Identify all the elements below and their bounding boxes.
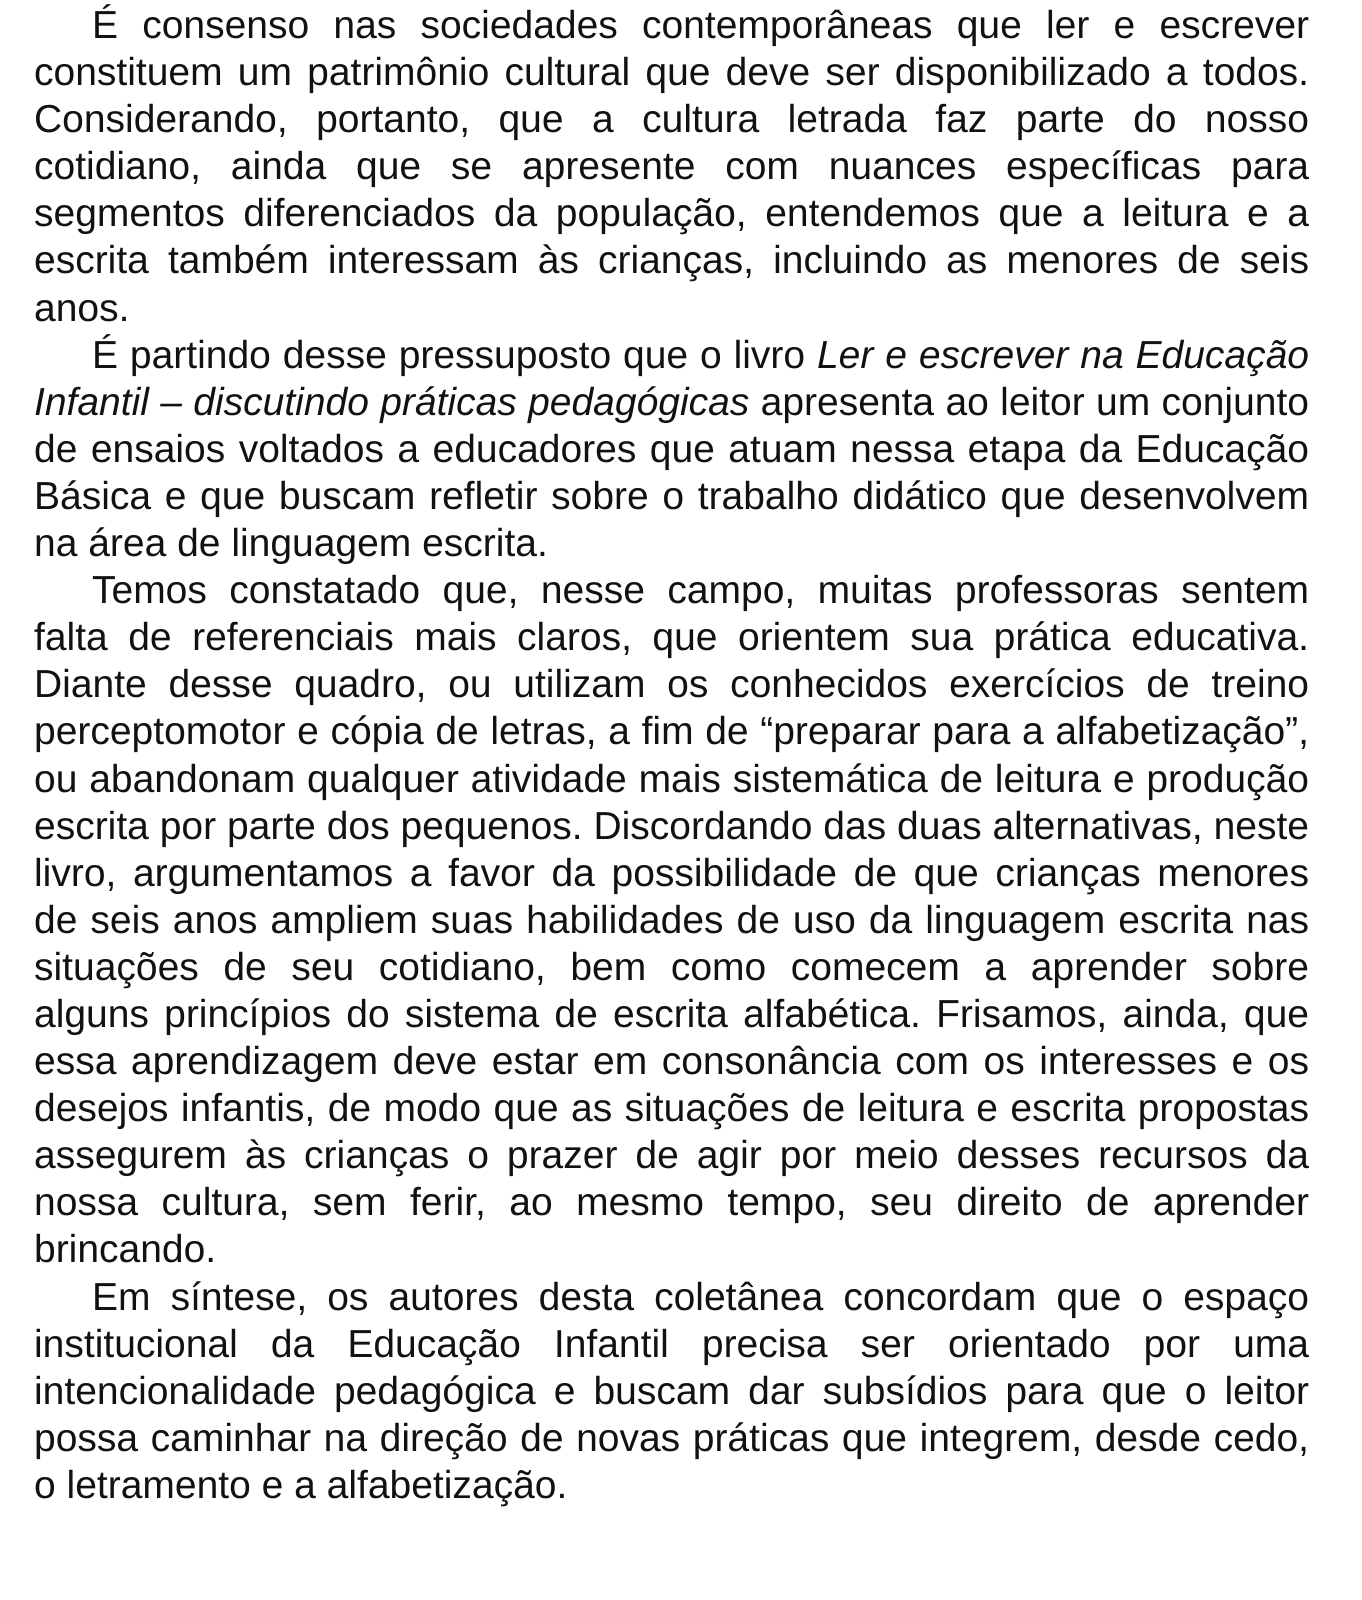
paragraph-2: [34, 332, 1309, 567]
paragraph-2-lead: É partindo desse pressuposto que o livro: [92, 333, 817, 377]
book-title: Ler e escrever na Educação Infantil – discutindo práticas pedagógicas: [34, 333, 1309, 424]
paragraph-1: É consenso nas sociedades contemporâneas que ler e escrever constituem um patrimônio cultural que deve ser disponibilizado a todos. Considerando, portanto, que a cultura letrada faz parte do nosso cotidiano, ainda que se apresente com nuances específicas para segmentos diferenciados da população, entendemos que a leitura e a escrita também interessam às crianças, incluindo as menores de seis anos.: [34, 4, 1309, 330]
document-body: [34, 2, 1309, 1509]
paragraph-3: Temos constatado que, nesse campo, muitas professoras sentem falta de referenciais mais claros, que orientem sua prática educativa. Diante desse quadro, ou utilizam os conhecidos exercícios de treino perceptomotor e cópia de letras, a fim de “preparar para a alfabetização”, ou abandonam qualquer atividade mais sistemática de leitura e produção escrita por parte dos pequenos. Discordando das duas alternativas, neste livro, argumentamos a favor da possibilidade de que crianças menores de seis anos ampliem suas habilidades de uso da linguagem escrita nas situações de seu cotidiano, bem como comecem a aprender sobre alguns princípios do sistema de escrita alfabética. Frisamos, ainda, que essa aprendizagem deve estar em consonância com os interesses e os desejos infantis, de modo que as situações de leitura e escrita propostas assegurem às crianças o prazer de agir por meio desses recursos da nossa cultura, sem ferir, ao mesmo tempo, seu direito de aprender brincando.: [34, 569, 1309, 1272]
paragraph-4: Em síntese, os autores desta coletânea concordam que o espaço institucional da Educação Infantil precisa ser orientado por uma intencionalidade pedagógica e buscam dar subsídios para que o leitor possa caminhar na direção de novas práticas que integrem, desde cedo, o letramento e a alfabetização.: [34, 1275, 1309, 1507]
paragraph-2-rest: apresenta ao leitor um conjunto de ensaios voltados a educadores que atuam nessa etapa da Educação Básica e que buscam refletir sobre o trabalho didático que desenvolvem na área de linguagem escrita.: [34, 380, 1309, 566]
